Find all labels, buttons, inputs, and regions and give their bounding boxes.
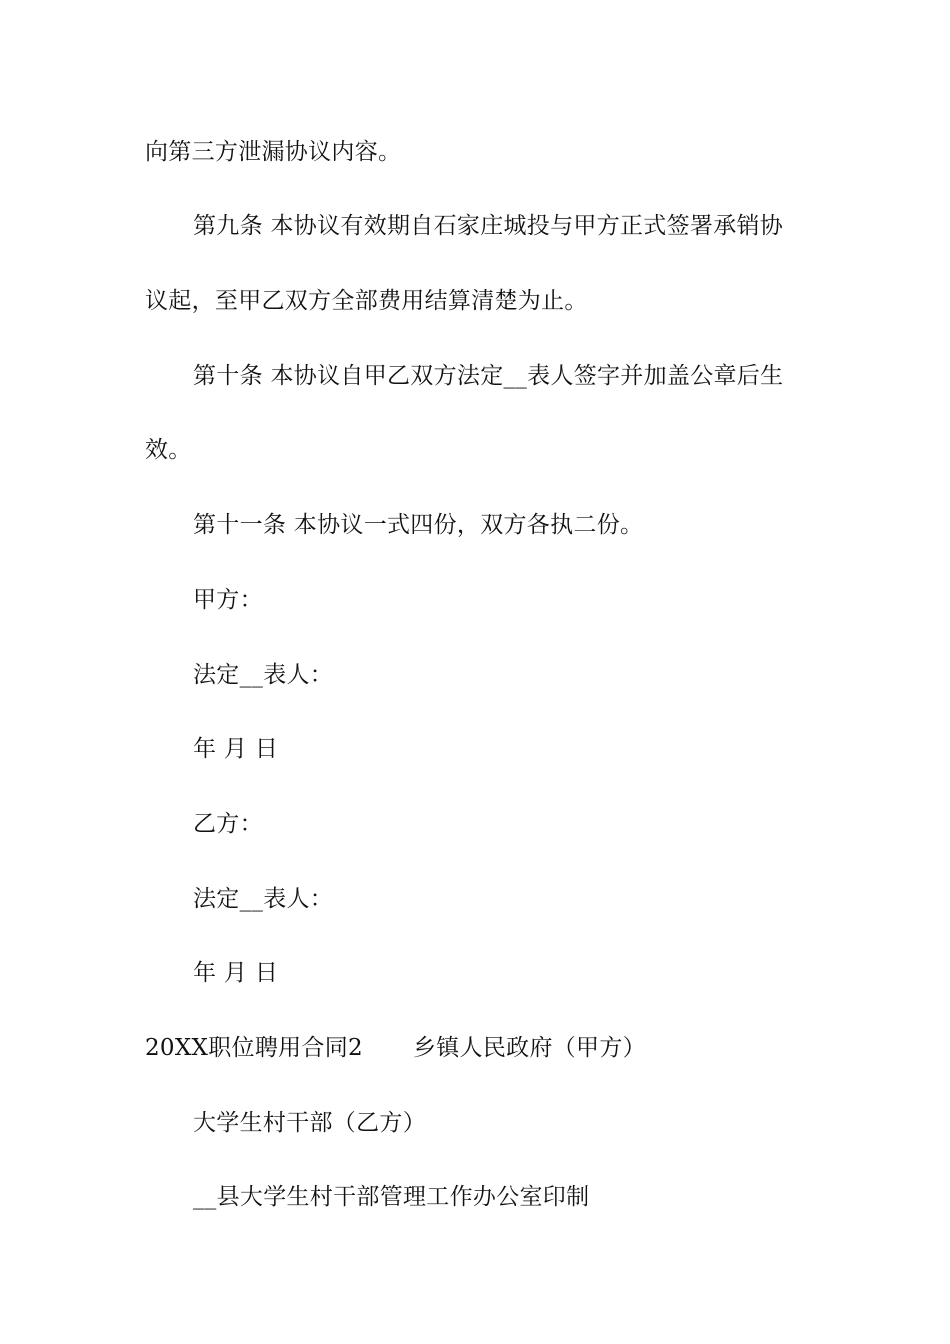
party-b-representative: 法定__表人： — [193, 886, 334, 912]
paragraph-line: 向第三方泄漏协议内容。 — [145, 139, 402, 165]
article-ten-line-2: 效。 — [145, 437, 192, 463]
party-a-label: 甲方： — [193, 587, 263, 613]
article-ten-line-1: 第十条 本协议自甲乙双方法定__表人签字并加盖公章后生 — [193, 363, 784, 389]
party-a-date: 年 月 日 — [193, 736, 279, 762]
party-b-label: 乙方： — [193, 811, 263, 837]
party-b-name: 大学生村干部（乙方） — [193, 1110, 426, 1136]
article-nine-line-2: 议起，至甲乙双方全部费用结算清楚为止。 — [145, 288, 588, 314]
printer-line: __县大学生村干部管理工作办公室印制 — [193, 1184, 590, 1210]
contract-title-line — [145, 1033, 646, 1063]
party-a-name: 乡镇人民政府（甲方） — [412, 1035, 646, 1061]
party-a-representative: 法定__表人： — [193, 662, 334, 688]
article-nine-line-1: 第九条 本协议有效期自石家庄城投与甲方正式签署承销协 — [193, 213, 784, 239]
article-eleven: 第十一条 本协议一式四份，双方各执二份。 — [193, 512, 644, 538]
contract-title: 20XX职位聘用合同2 — [145, 1035, 363, 1061]
party-b-date: 年 月 日 — [193, 960, 279, 986]
